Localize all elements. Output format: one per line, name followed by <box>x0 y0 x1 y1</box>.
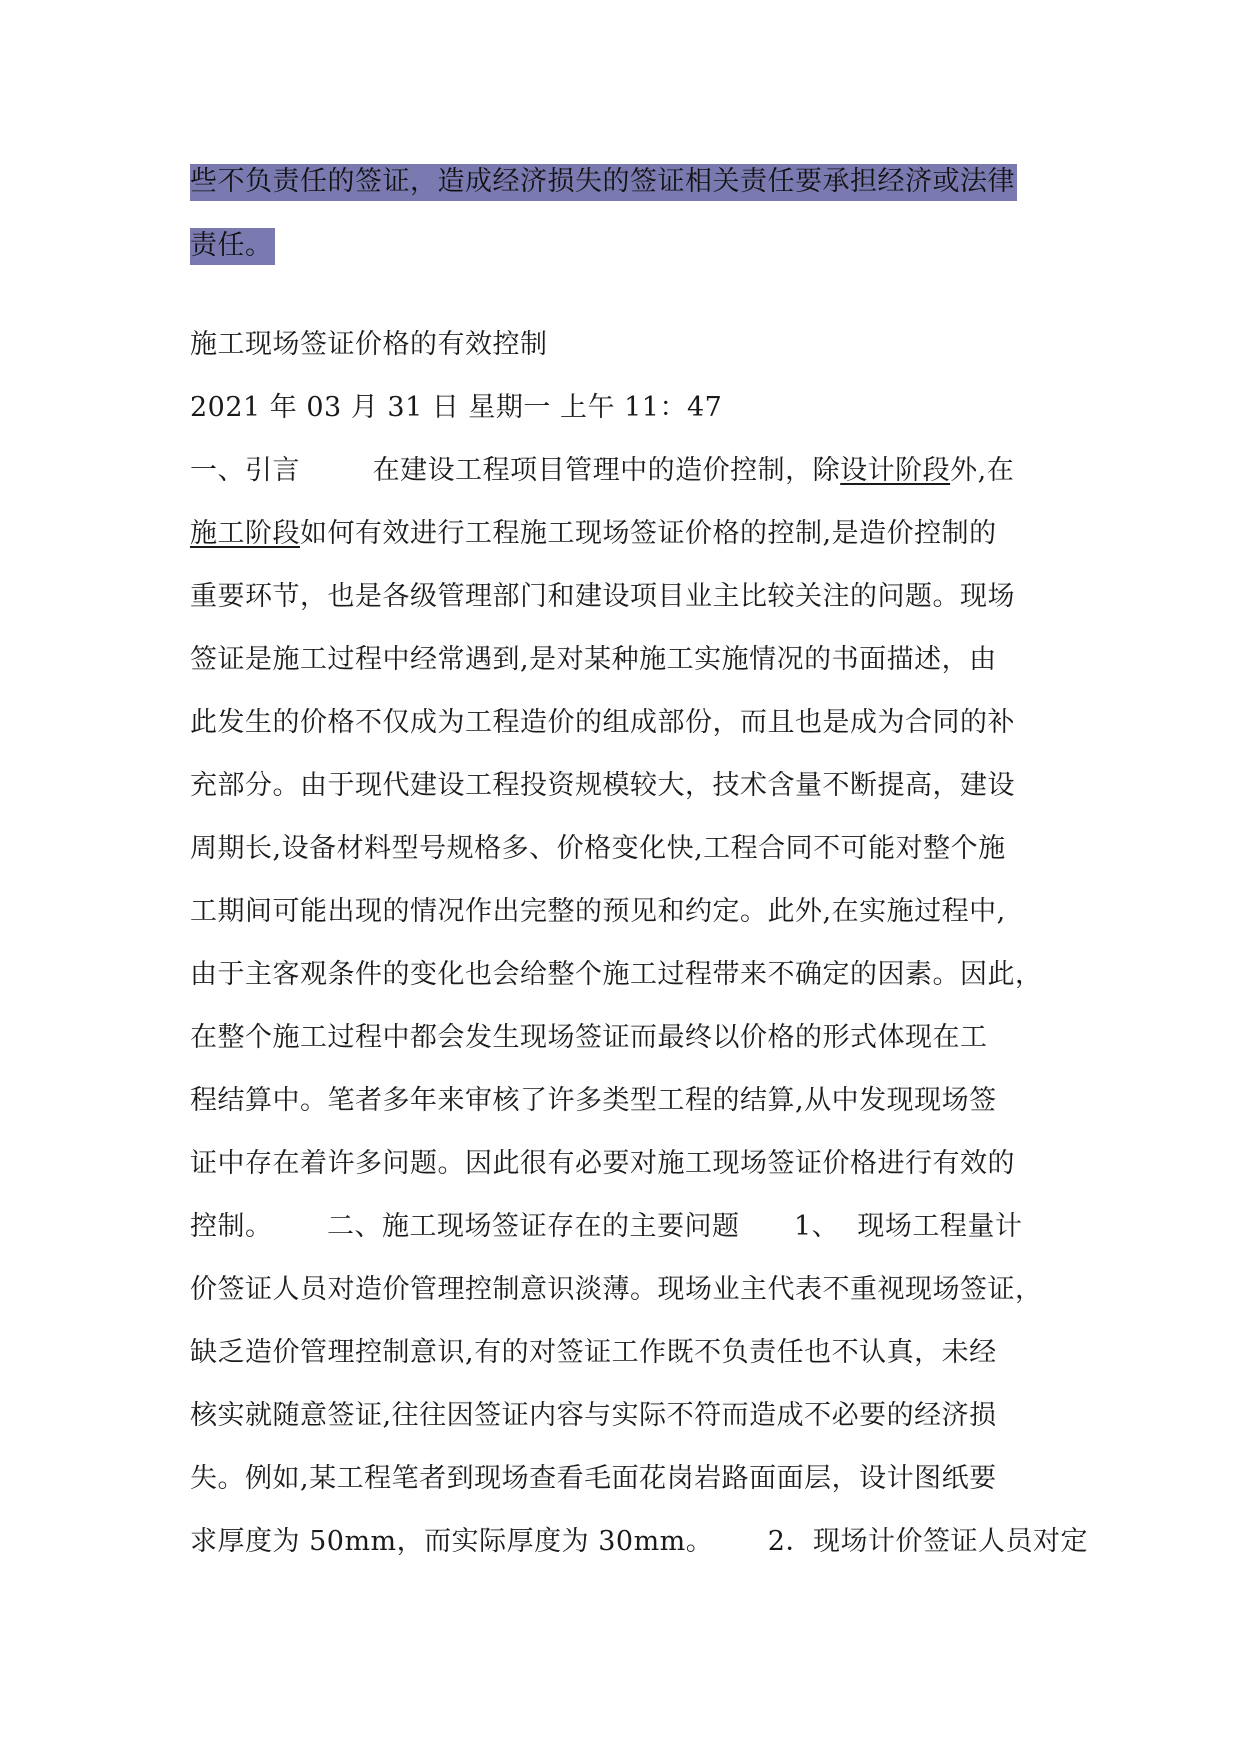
body-line-2 <box>190 514 997 554</box>
body-line: 此发生的价格不仅成为工程造价的组成部份，而且也是成为合同的补 <box>190 707 1015 738</box>
body-line-1 <box>190 451 1014 491</box>
link-construction-stage[interactable]: 施工阶段 <box>190 518 300 549</box>
body-text: 如何有效进行工程施工现场签证价格的控制,是造价控制的 <box>300 518 997 549</box>
body-line: 求厚度为 50mm，而实际厚度为 30mm。 2．现场计价签证人员对定 <box>190 1526 1088 1557</box>
body-line: 工期间可能出现的情况作出完整的预见和约定。此外,在实施过程中, <box>190 896 1006 927</box>
body-text: 一、引言 在建设工程项目管理中的造价控制，除 <box>190 455 841 486</box>
body-line: 由于主客观条件的变化也会给整个施工过程带来不确定的因素。因此， <box>190 959 1043 990</box>
body-line: 证中存在着许多问题。因此很有必要对施工现场签证价格进行有效的 <box>190 1148 1015 1179</box>
highlighted-line-1 <box>190 162 1017 202</box>
body-line: 周期长,设备材料型号规格多、价格变化快,工程合同不可能对整个施 <box>190 833 1006 864</box>
body-line: 失。例如,某工程笔者到现场查看毛面花岗岩路面面层，设计图纸要 <box>190 1463 997 1494</box>
body-line: 控制。 二、施工现场签证存在的主要问题 1、 现场工程量计 <box>190 1211 1023 1242</box>
document-title: 施工现场签证价格的有效控制 <box>190 329 548 360</box>
highlighted-line-2 <box>190 226 275 266</box>
body-line: 价签证人员对造价管理控制意识淡薄。现场业主代表不重视现场签证， <box>190 1274 1043 1305</box>
body-line: 缺乏造价管理控制意识,有的对签证工作既不负责任也不认真，未经 <box>190 1337 997 1368</box>
body-line: 充部分。由于现代建设工程投资规模较大，技术含量不断提高，建设 <box>190 770 1015 801</box>
body-line: 核实就随意签证,往往因签证内容与实际不符而造成不必要的经济损 <box>190 1400 997 1431</box>
link-design-stage[interactable]: 设计阶段 <box>840 455 951 486</box>
body-line: 签证是施工过程中经常遇到,是对某种施工实施情况的书面描述，由 <box>190 644 997 675</box>
highlighted-text: 责任。 <box>190 228 275 265</box>
highlighted-text: 些不负责任的签证，造成经济损失的签证相关责任要承担经济或法律 <box>190 164 1017 201</box>
document-datetime: 2021 年 03 月 31 日 星期一 上午 11：47 <box>190 392 723 423</box>
body-line: 程结算中。笔者多年来审核了许多类型工程的结算,从中发现现场签 <box>190 1085 997 1116</box>
body-line: 重要环节，也是各级管理部门和建设项目业主比较关注的问题。现场 <box>190 581 1015 612</box>
body-text: 外,在 <box>950 455 1015 486</box>
body-line: 在整个施工过程中都会发生现场签证而最终以价格的形式体现在工 <box>190 1022 988 1053</box>
